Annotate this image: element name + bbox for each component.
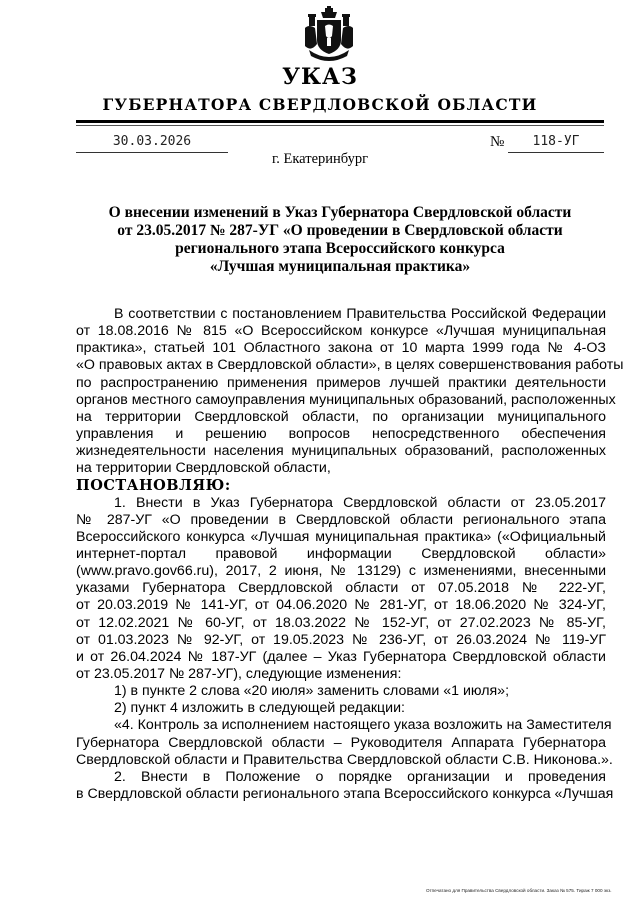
decree-number: 118-УГ bbox=[508, 132, 604, 153]
body-line: «4. Контроль за исполнением настоящего указа возложить на Заместителя bbox=[114, 717, 612, 734]
body-line: управления и решению вопросов непосредственного обеспечения bbox=[76, 425, 606, 442]
heading-line: регионального этапа Всероссийского конкурса bbox=[175, 240, 505, 257]
issuer-title: ГУБЕРНАТОРА СВЕРДЛОВСКОЙ ОБЛАСТИ bbox=[102, 95, 538, 114]
body-line: по распространению применения примеров лучшей практики деятельности bbox=[76, 374, 606, 391]
coat-of-arms-icon bbox=[303, 6, 355, 64]
body-line: органов местного самоуправления муниципальных образований, расположенных bbox=[76, 391, 616, 408]
heading-line: от 23.05.2017 № 287-УГ «О проведении в Свердловской области bbox=[117, 222, 563, 239]
number-label: № bbox=[490, 134, 505, 150]
body-line: 2. Внести в Положение о порядке организации и проведения bbox=[114, 768, 606, 785]
document-body bbox=[76, 306, 624, 803]
city: г. Екатеринбург bbox=[271, 151, 369, 167]
body-line: практика», статьей 101 Областного закона от 10 марта 1999 года № 4-ОЗ bbox=[76, 340, 606, 357]
body-line: 2) пункт 4 изложить в следующей редакции: bbox=[114, 700, 405, 717]
body-line: 1. Внести в Указ Губернатора Свердловской области от 23.05.2017 bbox=[114, 494, 606, 511]
heading-line: О внесении изменений в Указ Губернатора Свердловской области bbox=[108, 204, 572, 221]
body-line: от 23.05.2017 № 287-УГ), следующие изменения: bbox=[76, 665, 402, 682]
body-line: в Свердловской области регионального этапа Всероссийского конкурса «Лучшая bbox=[76, 785, 614, 802]
body-line: от 12.02.2021 № 60-УГ, от 18.03.2022 № 152-УГ, от 27.02.2023 № 85-УГ, bbox=[76, 614, 606, 631]
body-line: жизнедеятельности населения муниципальных образований, расположенных bbox=[76, 443, 606, 460]
body-line: В соответствии с постановлением Правительства Российской Федерации bbox=[114, 306, 606, 322]
body-line: от 01.03.2023 № 92-УГ, от 19.05.2023 № 236-УГ, от 26.03.2024 № 119-УГ bbox=[76, 631, 606, 648]
body-line: № 287-УГ «О проведении в Свердловской области регионального этапа bbox=[76, 511, 606, 528]
body-line: (www.pravo.gov66.ru), 2017, 2 июня, № 13129) с изменениями, внесенными bbox=[76, 563, 606, 580]
body-line: 1) в пункте 2 слова «20 июля» заменить словами «1 июля»; bbox=[114, 683, 510, 700]
body-line: Губернатора Свердловской области – Руководителя Аппарата Губернатора bbox=[76, 734, 606, 751]
decree-resolution-word: ПОСТАНОВЛЯЮ: bbox=[76, 477, 231, 495]
body-line: на территории Свердловской области, bbox=[76, 460, 331, 477]
body-line: на территории Свердловской области, по организации муниципального bbox=[76, 408, 606, 425]
body-line: от 18.08.2016 № 815 «О Всероссийском конкурсе «Лучшая муниципальная bbox=[76, 323, 606, 340]
body-line: Всероссийского конкурса «Лучшая муниципальная практика» («Официальный bbox=[76, 528, 606, 545]
header-rule-thick bbox=[76, 120, 604, 123]
body-line: от 20.03.2019 № 141-УГ, от 04.06.2020 № 281-УГ, от 18.06.2020 № 324-УГ, bbox=[76, 597, 606, 614]
body-line: Свердловской области и Правительства Свердловской области С.В. Никонова.». bbox=[76, 751, 613, 768]
decree-title: УКАЗ bbox=[282, 64, 358, 90]
body-line: интернет-портал правовой информации Свердловской области» bbox=[76, 545, 606, 562]
document-heading bbox=[80, 204, 600, 276]
body-line: и от 26.04.2024 № 187-УГ (далее – Указ Губернатора Свердловской области bbox=[76, 648, 606, 665]
header-rule-thin bbox=[76, 125, 604, 126]
print-footer: Отпечатано для Правительства Свердловской области. Заказ № 575. Тираж 7 000 экз. bbox=[426, 888, 612, 893]
body-line: «О правовых актах в Свердловской области», в целях совершенствования работы bbox=[76, 357, 624, 374]
heading-line: «Лучшая муниципальная практика» bbox=[209, 258, 471, 275]
decree-date: 30.03.2026 bbox=[76, 132, 228, 153]
body-line: указами Губернатора Свердловской области от 07.05.2018 № 222-УГ, bbox=[76, 580, 606, 597]
